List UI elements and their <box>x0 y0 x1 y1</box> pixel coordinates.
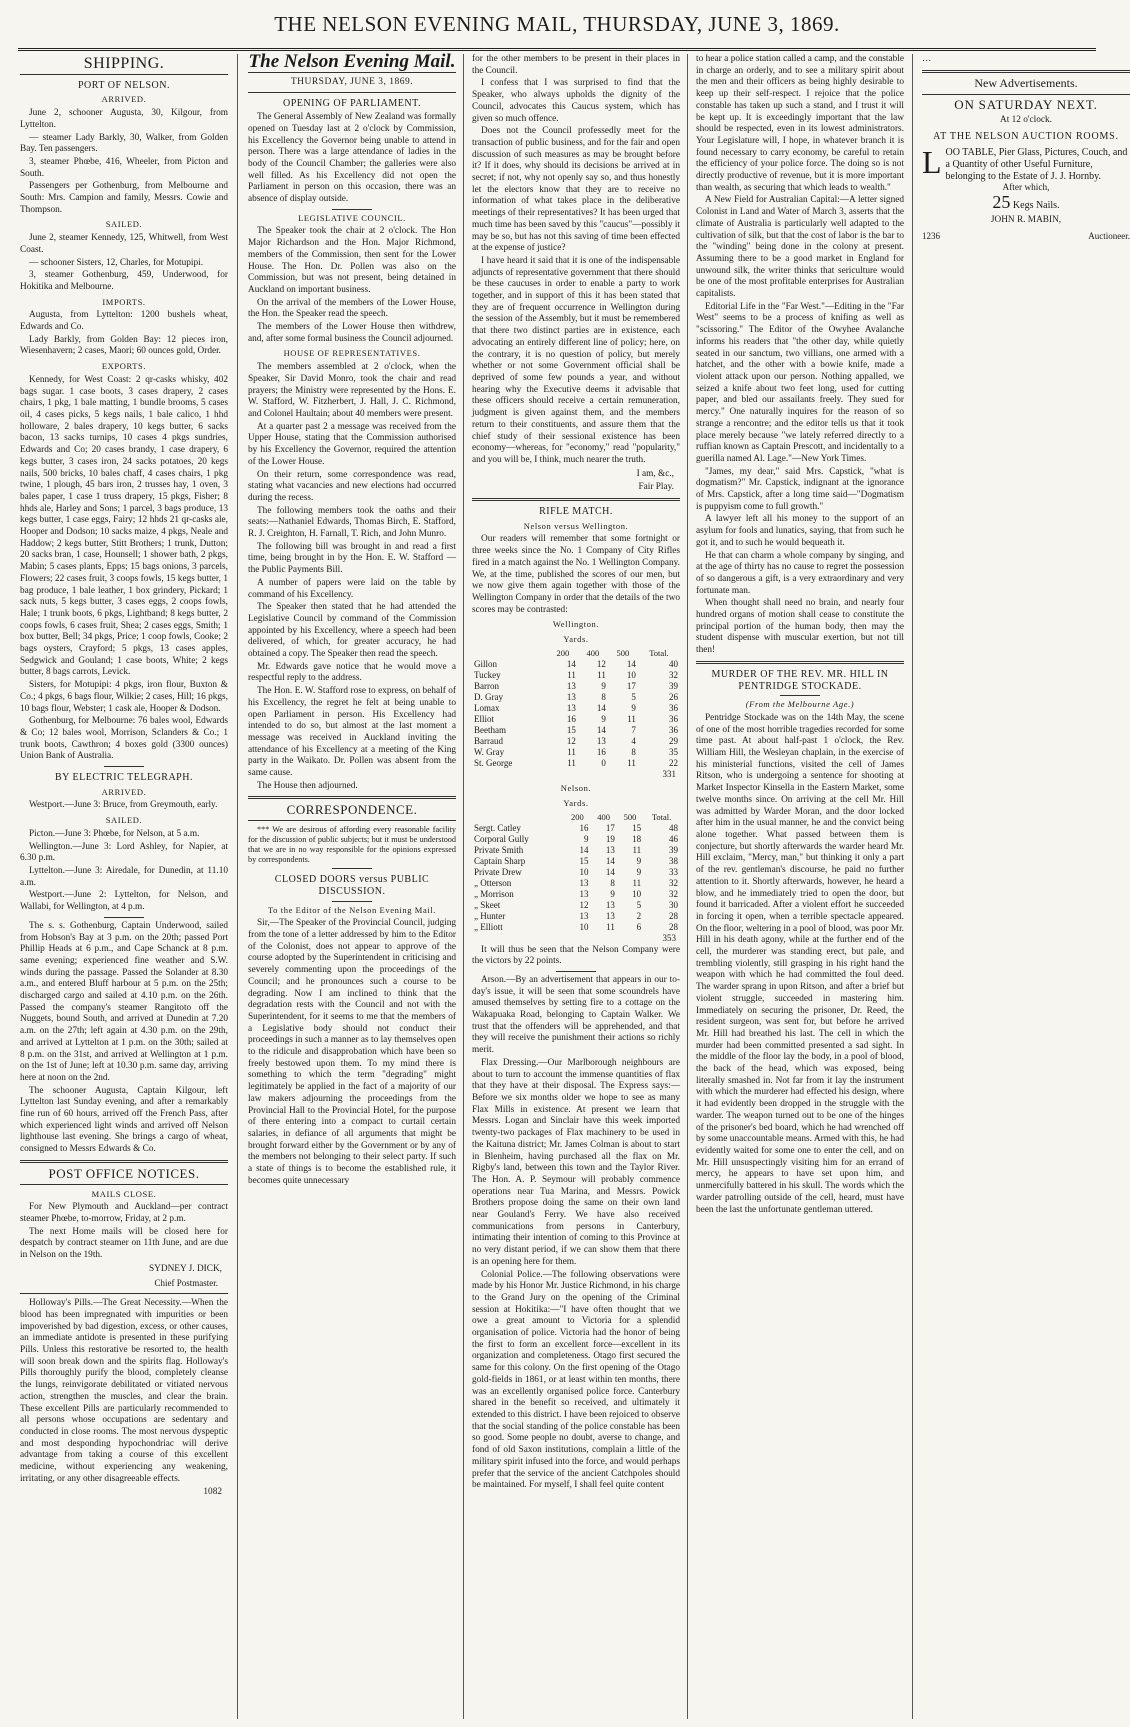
arson-item: Arson.—By an advertisement that appears in our to-day's issue, it will be seen that some scoundrels have amused themselves by setting fire to a cottage on the Wakapuaka Road, belonging to Captain Walker. We trust that the offenders will be apprehended, and that they will receive the punishment their actions so richly merit. <box>472 974 680 1056</box>
exports-entry: Gothenburg, for Melbourne: 76 bales wool, Edwards & Co; 12 bales wool, Morrison, Sclanders & Co.; 1 trunk boots, Cawthron; 4 boxes gold (3300 ounces) Union Bank of Australia. <box>20 716 228 762</box>
ad-foot <box>922 231 1130 243</box>
score-cell: 32 <box>669 669 678 680</box>
range-header: 400 <box>586 647 600 658</box>
port-title: PORT OF NELSON. <box>77 79 170 91</box>
score-cell: 28 <box>669 921 678 932</box>
divider <box>332 901 372 902</box>
rifle-sub: Nelson versus Wellington. <box>523 520 629 531</box>
score-cell: 30 <box>669 899 678 910</box>
divider <box>20 1293 228 1294</box>
ad-body-block <box>922 143 1130 183</box>
score-cell: 39 <box>669 680 678 691</box>
rifleman-name: Captain Sharp <box>474 855 526 866</box>
sailed-head: SAILED. <box>105 219 143 230</box>
column-editorial <box>248 51 456 1719</box>
score-cell: 12 <box>566 735 576 746</box>
letter-to: To the Editor of the Nelson Evening Mail. <box>267 904 436 915</box>
murder-source: (From the Melbourne Age.) <box>745 699 855 710</box>
rifleman-name: St. George <box>474 757 513 768</box>
score-cell: 16 <box>596 746 606 757</box>
score-cell: 32 <box>669 888 678 899</box>
score-cell: 13 <box>579 888 589 899</box>
score-cell: 15 <box>579 855 589 866</box>
score-cell: 0 <box>601 757 606 768</box>
ad-dropcap: L <box>922 143 942 180</box>
ad-nails <box>922 192 1130 213</box>
nelson-table <box>472 812 680 933</box>
rifleman-name: W. Gray <box>474 746 505 757</box>
score-row <box>472 670 680 681</box>
score-cell: 8 <box>610 877 615 888</box>
score-cell: 6 <box>636 921 642 932</box>
score-cell: 9 <box>636 866 642 877</box>
score-cell: 10 <box>632 888 642 899</box>
post-office-title: POST OFFICE NOTICES. <box>48 1165 200 1181</box>
ad-sign: JOHN R. MABIN, <box>990 214 1062 225</box>
score-cell: 32 <box>669 877 678 888</box>
legislative-council-head: LEGISLATIVE COUNCIL. <box>298 212 406 223</box>
letter-signature: Fair Play. <box>638 482 674 493</box>
score-row <box>472 878 680 889</box>
house-text: At a quarter past 2 a message was received from the Upper House, stating that the Commission authorised by his Excellency the Governor, required the attention of the Lower House. <box>248 421 456 467</box>
score-cell: 14 <box>605 855 615 866</box>
score-row <box>472 692 680 703</box>
score-cell: 10 <box>579 921 589 932</box>
correspondence-note: *** We are desirous of affording every reasonable facility for the discussion of public subjects; but it must be understood that we are in no way responsible for the opinions expressed by correspondents. <box>248 825 456 865</box>
tele-arrived-head: ARRIVED. <box>101 786 147 797</box>
murder-head: MURDER OF THE REV. MR. HILL IN PENTRIDGE STOCKADE. <box>711 668 889 692</box>
exports-head: EXPORTS. <box>101 361 147 372</box>
rifleman-name: Sergt. Catley <box>474 822 521 833</box>
score-cell: 13 <box>605 910 615 921</box>
rifleman-name: Elliot <box>474 713 494 724</box>
ads-head: New Advertisements. <box>974 75 1078 90</box>
flax-item: Flax Dressing.—Our Marlborough neighbours are about to turn to account the immense quantities of flax that they have at their disposal. The Express says:—Before we six months older we hope to see as many Flax Mills in existence. At present we learn that Messrs. Logan and Sinclair have this week imported twenty-two packages of Flax machinery to be used in the Kaituna district; Mr. James Colman is about to start in Blenheim, having purchased all the flax on Mr. Rigby's land, between this town and the Taylor River. The Hon. A. P. Seymour will probably commence operations near Tua Marina, and Messrs. Powick Brothers propose doing the same on their own land near Gouland's Ferry. We have also received communications from persons in Canterbury, intimating their intention of coming to this Province at no very distant period, if we can show them that there is an opening here for them. <box>472 1057 680 1267</box>
house-text: The Hon. E. W. Stafford rose to express, on behalf of his Excellency, the regret he felt at being unable to open Parliament in person. His Excellency had intended to do so, but almost at the last moment a message was received in Auckland inviting the attendance of his Excellency at a meeting of the King party in the Waikato. Dr. Pollen was absent from the same cause. <box>248 686 456 779</box>
home-mails: The next Home mails will be closed here for despatch by contract steamer on 11th June, and are due in Nelson on the 19th. <box>20 1226 228 1261</box>
ad-where: AT THE NELSON AUCTION ROOMS. <box>933 130 1119 142</box>
score-cell: 33 <box>669 866 678 877</box>
score-row <box>472 681 680 692</box>
ad-after: After which, <box>1002 182 1050 193</box>
divider <box>248 796 456 799</box>
sailed-entry: — schooner Sisters, 12, Charles, for Motupipi. <box>29 257 204 268</box>
correspondence-head: CORRESPONDENCE. <box>286 802 418 818</box>
letter-text: I have heard it said that it is one of the indispensable adjuncts of representative government that there should be these caucuses in order to enable a party to work together, and in support of this it has been stated that they are of frequent occurrence in Wellington during the session of the Assembly, but it must be remembered that there two distinct parties are in existence, each advocating an entirely different line of policy; here, on the contrary, it is no question of policy, but merely whether or not some Government official shall be deprived of some few pounds a year, and without hearing why the Executive deems it advisable that these officers should receive a certain remuneration, judgment is given against them, and the members return to their constituents, and assure them that the chief study of their sessional existence has been economy—whereas, for "economy," read "popularity," and you will be, I think, much nearer the truth. <box>472 255 680 465</box>
singing-item: He that can charm a whole company by singing, and at the age of thirty has no cause to regret the possession of so dangerous a gift, is a very extraordinary and very fortunate man. <box>696 550 904 596</box>
divider <box>332 868 372 869</box>
score-cell: 13 <box>596 735 606 746</box>
ad-nails-text: Kegs Nails. <box>1012 200 1060 212</box>
parliament-head: OPENING OF PARLIAMENT. <box>283 98 421 110</box>
score-row <box>472 834 680 845</box>
score-cell: 36 <box>669 724 678 735</box>
house-text: The Speaker then stated that he had attended the Legislative Council by command of the Commission appointed by his Excellency, where a speech had been delivered, of which, for greater accuracy, he had obtained a copy. The Speaker then read the speech. <box>248 602 456 660</box>
rifleman-name: Private Drew <box>474 866 522 877</box>
score-cell: 39 <box>669 844 678 855</box>
score-cell: 5 <box>631 691 636 702</box>
score-cell: 36 <box>669 702 678 713</box>
arrived-entry: June 2, schooner Augusta, 30, Kilgour, from Lyttelton. <box>20 108 228 130</box>
score-cell: 4 <box>631 735 636 746</box>
score-cell: 11 <box>597 669 606 680</box>
score-row <box>472 845 680 856</box>
score-cell: 15 <box>632 822 642 833</box>
murder-text: Pentridge Stockade was on the 14th May, the scene of one of the most horrible tragedies recorded for some time past. At about half-past 1 o'clock, the Rev. William Hill, the Wesleyan chaplain, in the exercise of his ministerial functions, visited the cell of James Ritson, who is undergoing a sentence for shooting at Market Inspector Kinsella in the Eastern Market, some twelve months since. On arriving at the cell Mr. Hill was admitted by Warder Moran, and the door locked after him in the usual manner, he and the convict being alone together. What passed between them is conjecture, but shortly afterwards the warder heard Mr. Hill exclaim, "Mercy, man," but thinking it only a part of the rev. gentleman's discourse, he paid no further attention to it. Shortly afterwards, however, he heard a blow, and he immediately tried to open the door, but found it barricaded. After a violent effort he succeeded in forcing it open, when a terrible spectacle appeared. On the floor, weltering in a pool of blood, was poor Mr. Hill in his death agony, while at the further end of the cell, the murderer was standing erect, but pale, and trembling violently, still grasping in his right hand the weapon with which he had committed the foul deed. The warder sprang in upon Ritson, and after a brief but violent struggle, succeeded in mastering him. Immediately on securing the prisoner, Dr. Reed, the resident surgeon, was sent for, but before he arrived Mr. Hill had breathed his last. The cell in which the murder had been committed presented a sad sight. In the middle of the floor lay the body, in a pool of blood, the back of the head, which was exposed, being literally smashed in. Not far from it lay the instrument with which the murderer had effected his design, where it had evidently been dropped in the struggle with the warder. The weapon turned out to be one of the hinges of the prisoner's bed board, which he had wrenched off by some unaccountable means. Armed with this, he had evidently waited for some one to enter the cell, and on Mr. Hill unsuspectingly visiting him for an errand of mercy, he appears to have set upon him, and unmercifully battered in his skull. The words which the warder patrolling outside of the cell, heard, must have been the last the unfortunate gentleman uttered. <box>696 712 904 1215</box>
score-cell: 13 <box>566 691 576 702</box>
divider <box>20 74 228 75</box>
score-row <box>472 889 680 900</box>
score-cell: 40 <box>669 658 678 669</box>
score-cell: 13 <box>605 844 615 855</box>
postmaster-title: Chief Postmaster. <box>154 1277 218 1288</box>
score-row <box>472 659 680 670</box>
score-cell: 8 <box>631 746 636 757</box>
council-text: On the arrival of the members of the Lower House, the Hon. the Speaker read the speech. <box>248 297 456 320</box>
score-row <box>472 736 680 747</box>
score-cell: 13 <box>566 680 576 691</box>
ad-nails-num: 25 <box>992 192 1011 213</box>
score-row <box>472 900 680 911</box>
rifleman-name: Barron <box>474 680 499 691</box>
range-header: 200 <box>556 647 570 658</box>
score-cell: 9 <box>601 680 606 691</box>
score-row <box>472 922 680 933</box>
score-cell: 13 <box>579 910 589 921</box>
divider <box>922 70 1130 73</box>
divider <box>20 1160 228 1163</box>
house-text: Mr. Edwards gave notice that he would move a respectful reply to the address. <box>248 661 456 684</box>
rifleman-name: Tuckey <box>474 669 501 680</box>
score-cell: 11 <box>632 877 642 888</box>
arrived-entry: — steamer Lady Barkly, 30, Walker, from Golden Bay. Ten passengers. <box>20 132 228 155</box>
wellington-head: Wellington. <box>552 619 600 630</box>
score-cell: 9 <box>584 833 589 844</box>
masthead-rule <box>18 48 1096 51</box>
parliament-text: The General Assembly of New Zealand was formally opened on Tuesday last at 2 o'clock by Commission, his Excellency the Governor being unable to attend in person. There was a large attendance of ladies in the body of the Council Chamber; the galleries were also well filled. As his Excellency did not open the Parliament in person on this occasion, there was an absence of display outside. <box>248 112 456 205</box>
arrived-head: ARRIVED. <box>101 94 147 105</box>
postmaster-name: SYDNEY J. DICK, <box>149 1263 222 1274</box>
column-rule <box>237 54 238 1719</box>
shipping-note: The schooner Augusta, Captain Kilgour, left Lyttelton last Sunday evening, and after a remarkably fine run of 60 hours, arrived off the French Pass, after which experienced light winds and arrived off Nelson lighthouse last evening. She brings a cargo of wheat, consigned to Messrs Edwards & Co. <box>20 1085 228 1155</box>
score-cell: 5 <box>636 899 642 910</box>
score-cell: 9 <box>610 888 615 899</box>
rifleman-name: Gillon <box>474 658 498 669</box>
tele-sailed-head: SAILED. <box>105 815 143 826</box>
rifleman-name: „ Elliott <box>474 921 503 932</box>
house-text: The following bill was brought in and read a first time, being brought in by the Hon. E. W. Stafford — the Public Payments Bill. <box>248 541 456 576</box>
police-item-cont: to hear a police station called a camp, and the constable in charge an orderly, and to see a military spirit about the men and their officers as being highly desirable to keep up their self-respect. I rejoice that the police constable has taken up such a stand, and I trust it will be kept up. It is exceedingly important that the law should be respected, even in its lowest administrators. Your Legislature will, I hope, in whatever branch it is found necessary to carry economy, be careful to retain the efficiency of your police force. The doing so is not directly productive of revenue, but it is more important than wealth, as securing that which leads to wealth." <box>696 54 904 193</box>
wellington-table <box>472 648 680 769</box>
rifleman-name: D. Gray <box>474 691 503 702</box>
brain-item: When thought shall need no brain, and nearly four hundred organs of motion shall cease to constitute the principal portion of the human body, then may the student dispense with muscular exertion, but not till then! <box>696 598 904 656</box>
house-text: A number of papers were laid on the table by command of his Excellency. <box>248 577 456 600</box>
score-row <box>472 725 680 736</box>
tele-sailed-entry: Westport.—June 2: Lyttelton, for Nelson, and Wallabi, for Wellington, at 4 p.m. <box>20 890 228 913</box>
yards-label: Yards. <box>563 634 589 645</box>
range-header: 200 <box>571 811 584 822</box>
house-text: The following members took the oaths and their seats:—Nathaniel Edwards, Thomas Birch, E. Stafford, R. J. Creighton, H. Farnall, T. Rich, and John Munro. <box>248 505 456 540</box>
rifle-intro: Our readers will remember that some fortnight or three weeks since the No. 1 Company of City Rifles fired in a match against the No. 1 Wellington Company. We, at the time, published the scores of our men, but we now give them again together with those of the Wellington Company in order that the details of the two scores may be contrasted: <box>472 534 680 615</box>
score-cell: 11 <box>627 713 636 724</box>
score-cell: 35 <box>669 746 678 757</box>
score-cell: 10 <box>579 866 589 877</box>
house-text: The House then adjourned. <box>257 780 358 791</box>
divider <box>556 971 596 972</box>
mails-head: MAILS CLOSE. <box>91 1188 157 1199</box>
column-letter-rifle <box>472 54 680 1719</box>
column-shipping <box>20 54 228 1719</box>
rifleman-name: Barraud <box>474 735 503 746</box>
score-row <box>472 856 680 867</box>
score-cell: 8 <box>601 691 606 702</box>
score-row <box>472 758 680 769</box>
tele-arrived-entry: Westport.—June 3: Bruce, from Greymouth, early. <box>29 800 218 811</box>
column-continued <box>922 54 1130 1719</box>
rifleman-name: Private Smith <box>474 844 524 855</box>
score-cell: 13 <box>566 702 576 713</box>
score-row <box>472 911 680 922</box>
rifleman-name: Beetham <box>474 724 506 735</box>
tele-sailed-entry: Wellington.—June 3: Lord Ashley, for Napier, at 6.30 p.m. <box>20 841 228 864</box>
wellington-total: 331 <box>662 768 676 779</box>
ad-body: OO TABLE, Pier Glass, Pictures, Couch, and a Quantity of other Useful Furniture, belonging to the Estate of J. J. Hornby. <box>945 146 1128 182</box>
score-cell: 11 <box>627 757 636 768</box>
rifle-head: RIFLE MATCH. <box>539 506 613 518</box>
score-cell: 7 <box>631 724 636 735</box>
score-cell: 11 <box>632 844 642 855</box>
score-cell: 11 <box>567 746 576 757</box>
imports-entry: Lady Barkly, from Golden Bay: 12 pieces iron, Wiesenhavern; 2 cases, Maori; 60 ounces gold, Order. <box>20 334 228 357</box>
mails-entry: For New Plymouth and Auckland—per contract steamer Phœbe, to-morrow, Friday, at 2 p.m. <box>20 1202 228 1224</box>
divider <box>20 1184 228 1185</box>
rifleman-name: „ Skeet <box>474 899 501 910</box>
rifleman-name: „ Hunter <box>474 910 506 921</box>
sailed-entry: June 2, steamer Kennedy, 125, Whitwell, from West Coast. <box>20 233 228 255</box>
score-cell: 13 <box>579 877 589 888</box>
score-cell: 17 <box>605 822 615 833</box>
letter-head: CLOSED DOORS versus PUBLIC DISCUSSION. <box>274 874 430 897</box>
score-cell: 14 <box>596 702 606 713</box>
murder-text-cont: … <box>922 54 932 64</box>
score-row <box>472 714 680 725</box>
score-cell: 9 <box>631 702 636 713</box>
score-cell: 16 <box>579 822 589 833</box>
paper-title: The Nelson Evening Mail. <box>248 51 456 72</box>
score-cell: 14 <box>626 658 636 669</box>
exports-entry: Sisters, for Motupipi: 4 pkgs, iron flour, Buxton & Co.; 4 pkgs, 6 bags flour, Wilkie; 2 cases, Hill; 16 pkgs, 10 bags flour, Webster; 1 cask ale, Hooper & Dodson. <box>20 680 228 714</box>
score-cell: 11 <box>606 921 615 932</box>
police-item: Colonial Police.—The following observations were made by his Honor Mr. Justice Richmond, in his charge to the Grand Jury on the opening of the Criminal session at Hokitika:—"I have often thought that we owe a great amount to Victoria for a splendid organisation of police. Victoria had the honor of being the first to form an excellent force—excellent in its organization and completeness. Otago first secured the same for this colony. On the first opening of the Otago gold-fields in 1861, or at least within ten months, there was an excellently organised police force. Canterbury shared in the benefit so received, and ultimately it extended to this district. I have been rejoiced to observe that the social standing of the police constable has been so good. Some people no doubt, averse to change, and fond of old Saxon institutions, complain a little of the military spirit infused into the force, and would perhaps prefer that the service of the ancient Catchpoles should be maintained. For myself, I shall feel quite content <box>472 1269 680 1491</box>
score-cell: 28 <box>669 910 678 921</box>
imports-head: IMPORTS. <box>102 296 146 307</box>
divider <box>104 917 144 918</box>
rifleman-name: „ Otterson <box>474 877 512 888</box>
editorial-date: THURSDAY, JUNE 3, 1869. <box>290 76 414 87</box>
range-header: 500 <box>623 811 637 822</box>
divider <box>780 695 820 696</box>
column-news <box>696 54 904 1719</box>
telegraph-head: BY ELECTRIC TELEGRAPH. <box>55 772 193 784</box>
score-row <box>472 867 680 878</box>
divider <box>248 92 456 93</box>
house-text: The members assembled at 2 o'clock, when the Speaker, Sir David Monro, took the chair and read prayers; the Ministry were represented by the Hons. E. W. Stafford, W. Fitzherbert, J. Hall, J. C. Richmond, and Colonel Haultain; about 40 members were present. <box>248 362 456 419</box>
sailed-entry: 3, steamer Gothenburg, 459, Underwood, for Hokitika and Melbourne. <box>20 270 228 292</box>
score-cell: 14 <box>566 658 576 669</box>
score-cell: 29 <box>669 735 678 746</box>
nelson-total: 353 <box>662 932 676 943</box>
score-cell: 10 <box>626 669 636 680</box>
ad-auctioneer: Auctioneer. <box>1088 230 1130 241</box>
divider <box>696 661 904 664</box>
shipping-note: The s. s. Gothenburg, Captain Underwood, sailed from Hobson's Bay at 3 p.m. on the 20th; passed Port Phillip Heads at 6 p.m., and Cape Schanck at 8 p.m. same evening; experienced fine weather and S.W. winds during the passage. Passed the Solander at 8.30 a.m., and entered Bluff harbour at 5 p.m. on the 25th; discharged cargo and sailed at 4.10 p.m. on the 26th. Passed the company's steamer Rangitoto off the Nuggets, bound South, and arrived at Dunedin at 7.20 a.m. on the 27th; left again at 4.30 p.m. on the 29th, and arrived at Lyttelton at 1 p.m. on the 30th; sailed at 8 p.m. on the 31st, and arrived at Wellington at 1 p.m. on the 1st of June; left at 10.30 p.m. same day, arriving here at noon on the 2nd. <box>20 920 228 1083</box>
dogmatism-item: "James, my dear," said Mrs. Capstick, "what is dogmatism?" Mr. Capstick, indignant at the ignorance of Mrs. Capstick, after a long time said—"Dogmatism is puppyism come to full growth." <box>696 466 904 512</box>
shipping-title: SHIPPING. <box>83 55 165 72</box>
holloway-ad: Holloway's Pills.—The Great Necessity.—When the blood has been impregnated with impurities or been impoverished by bad digestion, excess, or other causes, an immediate antidote is presented in these purifying Pills. Unless this restorative be resorted to, the health will soon break down and the spirits flag. Holloway's Pills thoroughly purify the blood, completely cleanse the lungs, reinvigorate debilitated or vitiated nervous action, strengthen the muscles, and clear the brain. These excellent Pills are particularly recommended to all persons whose occupations are sedentary and conducted in close rooms. The most nervous dyspeptic and most desponding hypochondriac will derive advantage from taking a course of this excellent medicine, without experiencing any weakening, irritating, or any other disagreeable effects. <box>20 1298 228 1484</box>
divider <box>472 498 680 501</box>
council-text: The members of the Lower House then withdrew, and, after some formal business the Council adjourned. <box>248 322 456 344</box>
range-header: 500 <box>616 647 630 658</box>
divider <box>104 766 144 767</box>
rifleman-name: Corporal Gully <box>474 833 529 844</box>
silk-item: A New Field for Australian Capital:—A letter signed Colonist in Land and Water of March 3, asserts that the climate of Australia is particularly well adapted to the cultivation of silk, but that the cost of labor is the bar to the "winding" being done in the colony at present. Assuming there to be a good market in England for unwound silk, the writer thinks that sericulture would be one of the most profitable enterprises for Australian capitalists. <box>696 195 904 300</box>
score-cell: 46 <box>669 833 678 844</box>
yards-label: Yards. <box>563 798 589 809</box>
score-row <box>472 703 680 714</box>
ad-ref: 1236 <box>922 230 940 241</box>
score-cell: 14 <box>596 724 606 735</box>
rifleman-name: Lomax <box>474 702 500 713</box>
lawyer-item: A lawyer left all his money to the support of an asylum for fools and lunatics, saying, that from such he got it, and to such he would bequeath it. <box>696 514 904 548</box>
rifleman-name: „ Morrison <box>474 888 514 899</box>
score-cell: 48 <box>669 822 678 833</box>
score-row <box>472 823 680 834</box>
divider <box>922 94 1130 95</box>
house-head: HOUSE OF REPRESENTATIVES. <box>283 348 421 359</box>
house-text: On their return, some correspondence was read, stating what vacancies and new elections had occurred during the recess. <box>248 469 456 503</box>
column-rule <box>463 54 464 1719</box>
score-cell: 22 <box>669 757 678 768</box>
tele-sailed-entry: Picton.—June 3: Phœbe, for Nelson, at 5 a.m. <box>29 828 200 839</box>
column-rule <box>912 54 913 1719</box>
letter-text: Does not the Council professedly meet for the transaction of public business, and for the fair and open discussion of such measures as may be brought before it? If it does, why should its decisions be arrived at in secret; if not, why not openly say so, and thus honestly let the electors know that they are to receive no information of what takes place in the deliberative meetings of their representatives? It has been urged that much time has been saved by this "caucus"—possibly it may be so, but has not this saving of time been effected at the expense of justice? <box>472 126 680 254</box>
score-cell: 15 <box>566 724 576 735</box>
score-cell: 36 <box>669 713 678 724</box>
score-cell: 11 <box>567 669 576 680</box>
score-cell: 16 <box>566 713 576 724</box>
arrived-entry: 3, steamer Phœbe, 416, Wheeler, from Picton and South. <box>20 156 228 179</box>
score-cell: 14 <box>605 866 615 877</box>
score-cell: 9 <box>601 713 606 724</box>
score-cell: 11 <box>567 757 576 768</box>
score-cell: 12 <box>596 658 606 669</box>
ad-when: ON SATURDAY NEXT. <box>954 97 1098 113</box>
nelson-head: Nelson. <box>560 783 592 794</box>
column-rule <box>687 54 688 1719</box>
imports-entry: Augusta, from Lyttelton: 1200 bushels wheat, Edwards and Co. <box>20 310 228 333</box>
holloway-ref: 1082 <box>203 1487 222 1498</box>
score-cell: 2 <box>636 910 642 921</box>
letter-text: for the other members to be present in their places in the Council. <box>472 54 680 76</box>
score-cell: 13 <box>605 899 615 910</box>
score-cell: 19 <box>605 833 615 844</box>
score-cell: 38 <box>669 855 678 866</box>
letter-text: I confess that I was surprised to find that the Speaker, who always upholds the dignity of the Council, advocates this Caucus system, which has given so much offence. <box>472 78 680 124</box>
ad-time: At 12 o'clock. <box>999 115 1053 126</box>
score-cell: 12 <box>579 899 589 910</box>
rifle-outro: It will thus be seen that the Nelson Company were the victors by 22 points. <box>472 944 680 967</box>
score-cell: 9 <box>636 855 642 866</box>
exports-entry: Kennedy, for West Coast: 2 qr-casks whisky, 402 bags sugar. 1 case boots, 3 cases drapery, 2 cases chairs, 1 pkg, 1 bale matting, 1 bundle brooms, 5 cases oil, 4 cases picks, 5 kegs nails, 1 bale calico, 1 hhd holloware, 2 bales drapery, 10 kegs butter, 6 sacks bacon, 13 sacks turnips, 10 cases 4 pkgs sundries, Edwards and Co; 20 cases brandy, 1 case drapery, 6 kegs butter, 3 cases iron, 24 sacks potatoes, 20 kegs nails, 500 bricks, 10 bales chaff, 4 cases chairs, 1 pkg twine, 1 plough, 45 bars iron, 2 trusses hay, 1 oven, 3 bales paper, 1 case 1 truss drapery, 15 pkgs, Fisher; 8 hhds ale, Harley and Sons; 1 parcel, 3 bags produce, 13 kegs butter, 1 case eggs, Fairy; 12 hhds 21 qr-casks ale, Hooper and Dodson; 10 sacks maize, 4 pkgs, Neale and Haddow; 2 kegs butter, Stitt Brothers; 1 trunk, Dutton; 20 sacks bran, 1 case, Hounsell; 1 shower bath, 2 pkgs, Mabin; 5 cases plants, Epps; 15 bags onions, 3 parcels, Flowers; 22 cases fruit, 3 coops fowls, 15 kegs butter, 1 bag produce, 1 bale leather, 1 box grindery, Pickard; 1 sack nuts, 5 kegs butter, 3 cases eggs, 2 coops fowls, Hale; 1 trunk boots, 6 pkgs, Lightband; 8 kegs butter, 2 coops fowls, 6 cases fruit, Shea; 2 cases eggs, Smith; 1 box butter, Bell; 34 pkgs, Price; 1 coop fowls, Cooke; 2 bags oysters, Crayford; 5 pkgs, 13 cases apples, Sedgwick and Gouland; 1 case boots, White; 2 kegs butter, 8 bags carrots, Levick. <box>20 374 228 678</box>
score-row <box>472 747 680 758</box>
divider <box>332 209 372 210</box>
range-header: Total. <box>651 811 672 822</box>
arrived-entry: Passengers per Gothenburg, from Melbourne and South: Mrs. Campion and family, Messrs. Cowie and Thompson. <box>20 181 228 215</box>
masthead: THE NELSON EVENING MAIL, THURSDAY, JUNE 3, 1869. <box>274 12 840 36</box>
score-cell: 14 <box>579 844 589 855</box>
score-cell: 18 <box>632 833 642 844</box>
range-header: 400 <box>597 811 611 822</box>
divider <box>248 820 456 821</box>
editorial-life-item: Editorial Life in the "Far West."—Editing in the "Far West" seems to be a process of knifing as well as "scissoring." The Editor of the Owyhee Avalanche informs his readers that "the other day, while quietly seated in our sanctum, two villians, one armed with a hatchet, and the other with a bowie knife, made a violent attack upon our person. Nothing appalled, we seized a knife about two feet long, used for cutting paper, and bled our assailants freely. They sued for mercy." One naturally inquires for the reason of so strange a rencontre; and the editor tells us that it took place merely because "we lately referred directly to a ruffian known as Captain Prescott, and incidentally to a guerilla named Al. Lage."—New York Times. <box>696 301 904 464</box>
tele-sailed-entry: Lyttelton.—June 3: Airedale, for Dunedin, at 11.10 a.m. <box>20 866 228 888</box>
score-cell: 26 <box>669 691 678 702</box>
council-text: The Speaker took the chair at 2 o'clock. The Hon Major Richardson and the Hon. Major Richmond, members of the Commission, then sent for the Lower House. The Hon. Dr. Pollen was also on the Commission, but was not present, being detained in Auckland on important business. <box>248 226 456 295</box>
letter-closing: I am, &c., <box>636 468 674 479</box>
letter-text: Sir,—The Speaker of the Provincial Council, judging from the tone of a letter addressed by him to the Editor of the Colonist, does not appear to approve of the course adopted by the Superintendent in criticising and severely commenting upon the proceedings of the Council; and he pronounces such a course to be degrading. Now I am inclined to think that the degradation rests with the Council and not with the Superintendent, for it seems to me that the members of a Legislative body should not conduct their proceedings in such a manner as to lay themselves open to the ridicule and disapprobation which have been so freely bestowed upon them. To my mind there is something to which the term "degrading" might legitimately be applied in the fact of a majority of our law makers adjourning the proceedings from the Provincial Hall to the Provincial Hotel, for the purpose of there entering into a compact to curtail certain salaries, in defiance of all arguments that might be brought forward either by the Government or by any of the members not belonging to their select party. If such a state of things is to become the established rule, it becomes quite unnecessary <box>248 918 456 1186</box>
range-header: Total. <box>649 647 669 658</box>
score-cell: 17 <box>626 680 636 691</box>
